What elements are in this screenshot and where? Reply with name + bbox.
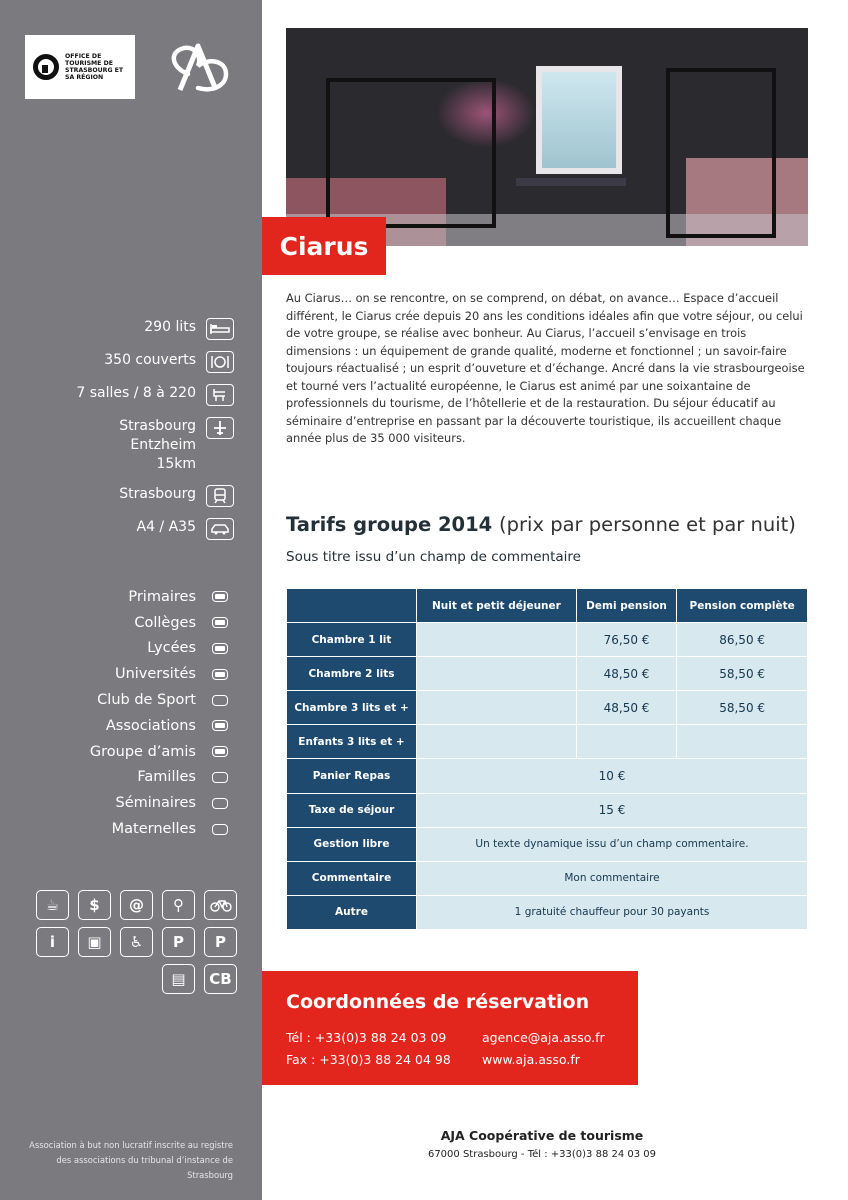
audience-label: Collèges <box>134 614 196 631</box>
fact-airport <box>14 417 234 474</box>
audience-item <box>28 636 228 662</box>
row-header: Gestion libre <box>287 827 417 861</box>
price-cell: 58,50 € <box>677 657 808 691</box>
legal-notice: Association à but non lucratif inscrite au registre des associations du tribunal d’instance de Strasbourg <box>29 1140 233 1180</box>
price-cell <box>417 691 577 725</box>
coffee-icon: ☕ <box>36 890 69 920</box>
table-row <box>287 827 808 861</box>
audience-label: Lycées <box>147 640 196 657</box>
price-table <box>286 588 808 930</box>
table-row <box>287 793 808 827</box>
credit-card-icon: CB <box>204 964 237 994</box>
audience-item <box>28 739 228 765</box>
price-cell: 48,50 € <box>576 691 676 725</box>
reservation-contact <box>262 971 638 1085</box>
tv-icon: ▣ <box>78 927 111 957</box>
key-facts <box>14 318 234 551</box>
audience-label: Universités <box>114 666 196 683</box>
row-header: Chambre 1 lit <box>287 623 417 657</box>
audience-checkbox <box>212 772 228 783</box>
train-icon <box>206 485 234 507</box>
fact-rooms <box>14 384 234 406</box>
fact-road-text: A4 / A35 <box>136 519 196 535</box>
fact-airport-text <box>119 417 196 474</box>
table-header-row <box>287 589 808 623</box>
fact-covers <box>14 351 234 373</box>
table-row <box>287 691 808 725</box>
tourism-office-logo-text: OFFICE DE TOURISME DE STRASBOURG ET SA RÉGION <box>65 52 124 82</box>
column-header: Pension complète <box>677 589 808 623</box>
row-header: Commentaire <box>287 861 417 895</box>
dormitory-photo <box>286 28 808 246</box>
tarifs-title <box>286 513 796 536</box>
restroom-icon: ⚲ <box>162 890 195 920</box>
audience-checkbox <box>212 591 228 602</box>
price-cell: 86,50 € <box>677 623 808 657</box>
price-cell <box>417 725 577 759</box>
footer-organization: AJA Coopérative de tourisme <box>440 1128 644 1143</box>
audience-label: Maternelles <box>111 821 196 838</box>
column-header: Nuit et petit déjeuner <box>417 589 577 623</box>
row-header: Chambre 3 lits et + <box>287 691 417 725</box>
audience-checkbox <box>212 824 228 835</box>
fact-beds-text: 290 lits <box>144 319 196 335</box>
audience-checkbox <box>212 720 228 731</box>
fact-beds <box>14 318 234 340</box>
email-icon: @ <box>120 890 153 920</box>
audience-item <box>28 687 228 713</box>
audience-item <box>28 765 228 791</box>
contact-fax: Fax : +33(0)3 88 24 04 98 <box>286 1052 451 1067</box>
contact-website-link[interactable]: www.aja.asso.fr <box>482 1052 580 1067</box>
price-cell <box>417 657 577 691</box>
audience-item <box>28 790 228 816</box>
tarifs-subtitle: Sous titre issu d’un champ de commentaire <box>286 549 581 565</box>
merged-cell: 1 gratuité chauffeur pour 30 payants <box>417 895 808 929</box>
bed-icon <box>206 318 234 340</box>
car-icon <box>206 518 234 540</box>
info-icon: i <box>36 927 69 957</box>
merged-cell: Un texte dynamique issu d’un champ commentaire. <box>417 827 808 861</box>
column-header: Demi pension <box>576 589 676 623</box>
luggage-icon: ▤ <box>162 964 195 994</box>
audience-label: Associations <box>105 717 196 734</box>
price-cell <box>417 623 577 657</box>
bicycle-icon <box>204 890 237 920</box>
footer <box>384 1128 700 1160</box>
tourism-office-logo-mark <box>33 54 59 80</box>
contact-phone[interactable]: Tél : +33(0)3 88 24 03 09 <box>286 1030 447 1045</box>
table-row <box>287 861 808 895</box>
price-cell: 48,50 € <box>576 657 676 691</box>
fact-airport-line: Strasbourg <box>119 418 196 434</box>
contact-title: Coordonnées de réservation <box>286 991 590 1013</box>
cutlery-icon <box>206 351 234 373</box>
audience-label: Groupe d’amis <box>89 743 196 760</box>
audience-label: Familles <box>137 769 196 786</box>
fact-rooms-text: 7 salles / 8 à 220 <box>76 385 196 401</box>
fact-road <box>14 518 234 540</box>
row-header: Panier Repas <box>287 759 417 793</box>
fact-train <box>14 485 234 507</box>
table-row <box>287 759 808 793</box>
audience-checkbox <box>212 746 228 757</box>
table-corner <box>287 589 417 623</box>
window <box>536 66 622 174</box>
table-row <box>287 725 808 759</box>
intro-paragraph: Au Ciarus… on se rencontre, on se comprend, on débat, on avance… Espace d’accueil différent, le Ciarus crée depuis 20 ans les conditions idéales afin que votre séjour, ou celui de votre groupe, se réalise avec bonheur. Au Ciarus, l’accueil s’envisage en trois dimensions : un équipement de grande qualité, moderne et fonctionnel ; un savoir-faire toujours réactualisé ; un esprit d’ouveture et d’échange. Ancré dans la vie strasbourgeoise et tourné vers l’actualité européenne, le Ciarus est animé par une soixantaine de professionnels du tourisme, de l’hôtellerie et de la restauration. Du séjour éducatif au séminaire d’entreprise en passant par la découverte touristique, ils accueillent chaque année plus de 35 000 visiteurs. <box>286 291 805 445</box>
merged-cell: 10 € <box>417 759 808 793</box>
audience-list <box>28 584 228 842</box>
tarifs-title-paren: (prix par personne et par nuit) <box>499 513 796 536</box>
car-parking-icon: P <box>162 927 195 957</box>
row-header: Autre <box>287 895 417 929</box>
audience-item <box>28 584 228 610</box>
audience-checkbox <box>212 643 228 654</box>
fact-covers-text: 350 couverts <box>104 352 196 368</box>
sidebar <box>0 0 262 1200</box>
audience-item <box>28 661 228 687</box>
audience-label: Séminaires <box>115 795 196 812</box>
audience-checkbox <box>212 669 228 680</box>
meeting-room-icon <box>206 384 234 406</box>
table-row <box>287 895 808 929</box>
dollar-icon: $ <box>78 890 111 920</box>
alsace-logo <box>162 38 234 96</box>
fact-airport-line: Entzheim <box>130 437 196 453</box>
price-cell <box>576 725 676 759</box>
wheelchair-icon: ♿ <box>120 927 153 957</box>
audience-checkbox <box>212 617 228 628</box>
audience-item <box>28 713 228 739</box>
row-header: Taxe de séjour <box>287 793 417 827</box>
contact-email-link[interactable]: agence@aja.asso.fr <box>482 1030 605 1045</box>
fact-airport-line: 15km <box>156 456 196 472</box>
table-row <box>287 623 808 657</box>
fact-train-text: Strasbourg <box>119 486 196 502</box>
tourism-office-logo <box>25 35 135 99</box>
merged-cell: Mon commentaire <box>417 861 808 895</box>
row-header: Enfants 3 lits et + <box>287 725 417 759</box>
price-cell <box>677 725 808 759</box>
audience-item <box>28 816 228 842</box>
row-header: Chambre 2 lits <box>287 657 417 691</box>
audience-item <box>28 610 228 636</box>
airplane-icon <box>206 417 234 439</box>
audience-checkbox <box>212 695 228 706</box>
audience-label: Primaires <box>128 588 196 605</box>
merged-cell: 15 € <box>417 793 808 827</box>
table <box>516 178 626 186</box>
service-icons <box>31 890 237 1001</box>
footer-address: 67000 Strasbourg - Tél : +33(0)3 88 24 03 09 <box>427 1149 657 1160</box>
table-row <box>287 657 808 691</box>
price-cell: 76,50 € <box>576 623 676 657</box>
audience-checkbox <box>212 798 228 809</box>
audience-label: Club de Sport <box>97 692 196 709</box>
tarifs-title-main: Tarifs groupe 2014 <box>286 513 493 536</box>
price-cell: 58,50 € <box>677 691 808 725</box>
hero-title: Ciarus <box>262 217 386 275</box>
bus-parking-icon: P <box>204 927 237 957</box>
